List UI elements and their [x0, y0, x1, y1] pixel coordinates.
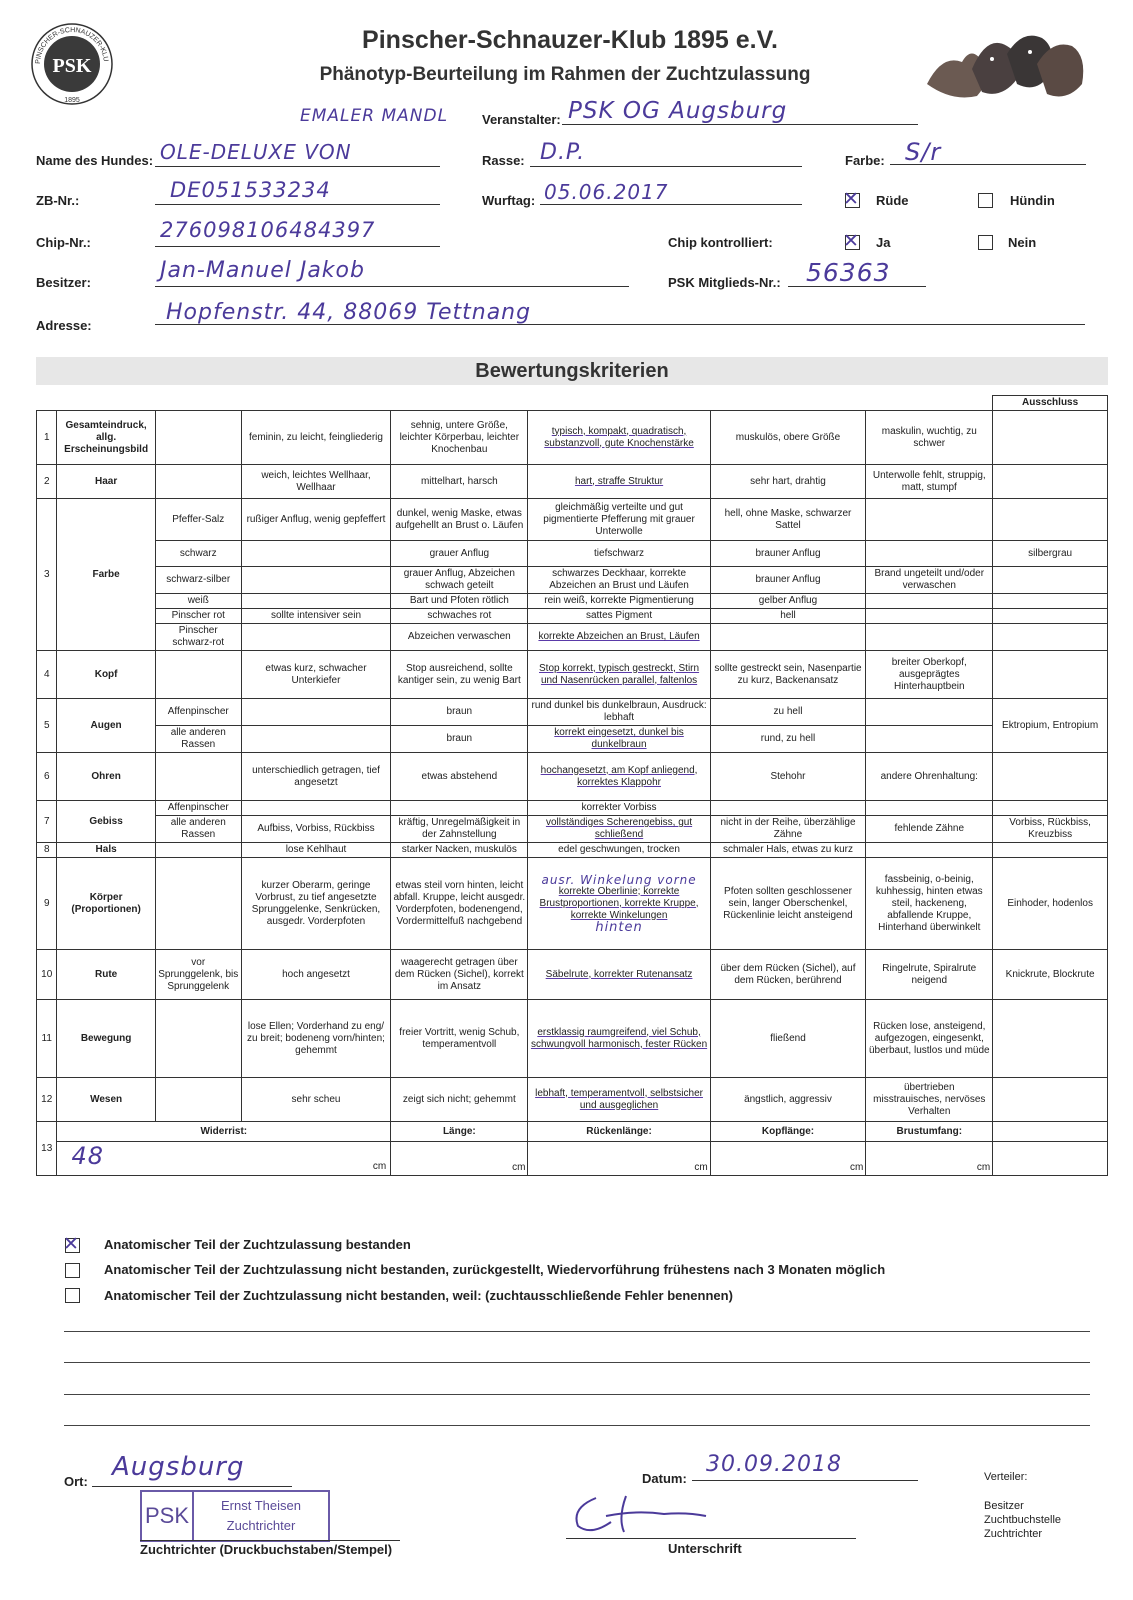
table-row [37, 1078, 1108, 1122]
table-cell [866, 699, 993, 726]
table-cell: nicht in der Reihe, überzählige Zähne [710, 816, 866, 843]
rasse-label: Rasse: [482, 153, 525, 168]
table-cell: kurzer Oberarm, geringe Vorbrust, zu tief angesetzte Sprunggelenke, Senkrücken, ausgedr. Vorderpfoten [241, 858, 390, 950]
table-cell: andere Ohrenhaltung: [866, 753, 993, 801]
table-cell: 10 [37, 950, 57, 1000]
table-row [37, 1142, 1108, 1176]
table-row [37, 624, 1108, 651]
table-cell: freier Vortritt, wenig Schub, temperamentvoll [391, 1000, 528, 1078]
table-cell [155, 843, 241, 858]
table-cell: 7 [37, 801, 57, 843]
table-cell: lose Kehlhaut [241, 843, 390, 858]
zb-line [155, 204, 440, 205]
table-cell [155, 411, 241, 465]
ruede-label: Rüde [876, 193, 909, 208]
table-cell [241, 541, 390, 567]
table-cell [993, 1000, 1108, 1078]
table-cell: mittelhart, harsch [391, 465, 528, 499]
table-cell: braun [391, 699, 528, 726]
table-cell: schwarz [155, 541, 241, 567]
table-cell: unterschiedlich getragen, tief angesetzt [241, 753, 390, 801]
huendin-checkbox[interactable] [978, 193, 993, 208]
zuchtrichter-line [140, 1540, 400, 1541]
table-cell [993, 1078, 1108, 1122]
hund-name-continuation: EMALER MANDL [300, 106, 449, 126]
table-cell [866, 726, 993, 753]
table-cell: kräftig, Unregelmäßigkeit in der Zahnstellung [391, 816, 528, 843]
rasse-value: D.P. [540, 140, 586, 165]
table-cell [155, 753, 241, 801]
table-cell: grauer Anflug [391, 541, 528, 567]
wurftag-label: Wurftag: [482, 193, 536, 208]
table-cell: erstklassig raumgreifend, viel Schub, schwungvoll harmonisch, fester Rücken [528, 1000, 710, 1078]
table-cell: muskulös, obere Größe [710, 411, 866, 465]
nicht-bestanden-label: Anatomischer Teil der Zuchtzulassung nicht bestanden, weil: (zuchtausschließende Fehler benennen) [104, 1288, 733, 1303]
judge-stamp [140, 1490, 330, 1542]
table-cell [993, 1122, 1108, 1142]
reason-line [64, 1331, 1090, 1332]
table-cell [993, 843, 1108, 858]
table-cell [155, 1078, 241, 1122]
table-cell: Vorbiss, Rückbiss, Kreuzbiss [993, 816, 1108, 843]
huendin-label: Hündin [1010, 193, 1055, 208]
table-cell [866, 801, 993, 816]
document-title: Pinscher-Schnauzer-Klub 1895 e.V. [362, 26, 778, 54]
zb-label: ZB-Nr.: [36, 193, 80, 208]
chip-ja-checkbox[interactable] [845, 235, 860, 250]
chip-kontrolliert-label: Chip kontrolliert: [668, 235, 773, 250]
table-cell: Affenpinscher [155, 699, 241, 726]
koerper-handwritten-note-top: ausr. Winkelung vorne [541, 872, 697, 887]
table-row [37, 858, 1108, 950]
table-cell: weiß [155, 594, 241, 609]
table-cell: rein weiß, korrekte Pigmentierung [528, 594, 710, 609]
table-cell: schwarzes Deckhaar, korrekte Abzeichen an Brust und Läufen [528, 567, 710, 594]
table-cell: cm [710, 1142, 866, 1176]
table-row [37, 411, 1108, 465]
table-cell: schwaches rot [391, 609, 528, 624]
table-cell: Ohren [57, 753, 155, 801]
widerrist-value: 48 [71, 1141, 105, 1170]
table-cell: Hals [57, 843, 155, 858]
logo-letters: PSK [52, 55, 92, 77]
table-cell: Brand ungeteilt und/oder verwaschen [866, 567, 993, 594]
table-cell: sehr hart, drahtig [710, 465, 866, 499]
hund-line [155, 166, 440, 167]
table-cell: Pinscher rot [155, 609, 241, 624]
table-cell: korrekte Abzeichen an Brust, Läufen [528, 624, 710, 651]
table-cell [241, 726, 390, 753]
table-cell: Säbelrute, korrekter Rutenansatz [528, 950, 710, 1000]
table-row [37, 465, 1108, 499]
table-cell: breiter Oberkopf, ausgeprägtes Hinterhauptbein [866, 651, 993, 699]
table-row [37, 499, 1108, 541]
table-row [37, 753, 1108, 801]
table-cell: schmaler Hals, etwas zu kurz [710, 843, 866, 858]
table-cell: typisch, kompakt, quadratisch, substanzvoll, gute Knochenstärke [528, 411, 710, 465]
table-cell: Körper (Proportionen) [57, 858, 155, 950]
table-cell: rußiger Anflug, wenig gepfeffert [241, 499, 390, 541]
table-cell [993, 624, 1108, 651]
table-cell: edel geschwungen, trocken [528, 843, 710, 858]
adresse-label: Adresse: [36, 318, 92, 333]
table-cell [866, 624, 993, 651]
table-cell: sattes Pigment [528, 609, 710, 624]
veranstalter-value: PSK OG Augsburg [568, 98, 788, 124]
table-cell: ängstlich, aggressiv [710, 1078, 866, 1122]
table-cell [993, 1142, 1108, 1176]
datum-value: 30.09.2018 [706, 1452, 842, 1477]
table-cell: Pfeffer-Salz [155, 499, 241, 541]
document-subtitle: Phänotyp-Beurteilung im Rahmen der Zuchtzulassung [319, 64, 811, 85]
dog-heads-illustration [922, 24, 1088, 104]
signature [566, 1488, 766, 1538]
table-cell [866, 843, 993, 858]
table-cell [155, 465, 241, 499]
table-cell: 3 [37, 499, 57, 651]
hund-label: Name des Hundes: [36, 153, 154, 168]
table-cell: alle anderen Rassen [155, 816, 241, 843]
zurueckgestellt-label: Anatomischer Teil der Zuchtzulassung nicht bestanden, zurückgestellt, Wiedervorführung frühestens nach 3 Monaten möglich [104, 1262, 886, 1277]
table-row [37, 651, 1108, 699]
ort-label: Ort: [64, 1474, 88, 1489]
table-cell: 48 cm [57, 1142, 391, 1176]
unterschrift-label: Unterschrift [668, 1541, 742, 1556]
table-row [37, 594, 1108, 609]
table-row [37, 816, 1108, 843]
table-cell: Stop ausreichend, sollte kantiger sein, zu wenig Bart [391, 651, 528, 699]
table-cell [155, 858, 241, 950]
table-cell: Ringelrute, Spiralrute neigend [866, 950, 993, 1000]
logo-year: 1895 [64, 97, 80, 104]
farbe-value: S/r [905, 138, 942, 166]
table-cell: lose Ellen; Vorderhand zu eng/ zu breit; bodeneng vorn/hinten; gehemmt [241, 1000, 390, 1078]
farbe-label: Farbe: [845, 153, 885, 168]
stamp-psk: PSK [142, 1492, 194, 1540]
table-cell [866, 541, 993, 567]
table-cell: gleichmäßig verteilte und gut pigmentierte Pfefferung mit grauer Unterwolle [528, 499, 710, 541]
table-cell: etwas abstehend [391, 753, 528, 801]
nicht-bestanden-checkbox[interactable] [65, 1288, 80, 1303]
zb-value: DE051533234 [170, 178, 331, 202]
table-cell: Farbe [57, 499, 155, 651]
table-cell: korrekt eingesetzt, dunkel bis dunkelbraun [528, 726, 710, 753]
table-cell: gelber Anflug [710, 594, 866, 609]
table-cell [241, 567, 390, 594]
verteiler-besitzer: Besitzer [984, 1500, 1024, 1512]
mitglied-value: 56363 [806, 258, 891, 287]
table-cell [993, 499, 1108, 541]
table-cell: vollständiges Scherengebiss, gut schließend [528, 816, 710, 843]
table-cell [710, 624, 866, 651]
table-cell: zu hell [710, 699, 866, 726]
wurftag-line [540, 204, 802, 205]
table-cell: Stop korrekt, typisch gestreckt, Stirn und Nasenrücken parallel, faltenlos [528, 651, 710, 699]
table-cell: 4 [37, 651, 57, 699]
criteria-table [36, 395, 1108, 1176]
table-cell: Unterwolle fehlt, struppig, matt, stumpf [866, 465, 993, 499]
chip-nein-checkbox[interactable] [978, 235, 993, 250]
table-row [37, 699, 1108, 726]
unterschrift-line [566, 1538, 856, 1539]
table-cell: sollte intensiver sein [241, 609, 390, 624]
ruede-checkbox[interactable] [845, 193, 860, 208]
table-cell: Bewegung [57, 1000, 155, 1078]
table-cell: Kopf [57, 651, 155, 699]
table-cell: 1 [37, 411, 57, 465]
table-cell: brauner Anflug [710, 541, 866, 567]
table-cell: Wesen [57, 1078, 155, 1122]
table-cell: 12 [37, 1078, 57, 1122]
table-cell: Pfoten sollten geschlossener sein, langer Oberschenkel, Rückenlinie leicht ansteigend [710, 858, 866, 950]
besitzer-line [155, 286, 629, 287]
table-row [37, 609, 1108, 624]
table-cell: Widerrist: [57, 1122, 391, 1142]
table-cell [993, 801, 1108, 816]
table-row [37, 1000, 1108, 1078]
table-cell: fehlende Zähne [866, 816, 993, 843]
table-cell: 11 [37, 1000, 57, 1078]
table-cell: ausr. Winkelung vorne korrekte Oberlinie; korrekte Brustproportionen, korrekte Kruppe, korrekte Winkelungen hinten [528, 858, 710, 950]
table-cell: Abzeichen verwaschen [391, 624, 528, 651]
table-cell: Länge: [391, 1122, 528, 1142]
table-row [37, 567, 1108, 594]
table-cell: brauner Anflug [710, 567, 866, 594]
table-cell: Aufbiss, Vorbiss, Rückbiss [241, 816, 390, 843]
reason-line [64, 1362, 1090, 1363]
table-cell [866, 609, 993, 624]
mitglied-label: PSK Mitglieds-Nr.: [668, 275, 781, 290]
table-cell: Knickrute, Blockrute [993, 950, 1108, 1000]
ort-line [92, 1486, 292, 1487]
wurftag-value: 05.06.2017 [544, 180, 669, 204]
table-cell [866, 594, 993, 609]
table-cell [241, 801, 390, 816]
logo-ring-text: PINSCHER-SCHNAUZER-KLU [34, 26, 109, 65]
datum-label: Datum: [642, 1471, 687, 1486]
table-cell: hoch angesetzt [241, 950, 390, 1000]
stamp-role: Zuchtrichter [226, 1518, 296, 1533]
table-cell [993, 465, 1108, 499]
table-cell [241, 624, 390, 651]
table-cell: über dem Rücken (Sichel), auf dem Rücken, berührend [710, 950, 866, 1000]
table-cell: weich, leichtes Wellhaar, Wellhaar [241, 465, 390, 499]
koerper-handwritten-note-bottom: hinten [595, 919, 643, 935]
reason-line [64, 1394, 1090, 1395]
chip-label: Chip-Nr.: [36, 235, 91, 250]
datum-line [692, 1480, 918, 1481]
ort-value: Augsburg [112, 1452, 245, 1482]
table-cell: hell, ohne Maske, schwarzer Sattel [710, 499, 866, 541]
table-cell: alle anderen Rassen [155, 726, 241, 753]
chip-nein-label: Nein [1008, 235, 1037, 250]
ausschluss-header: Ausschluss [993, 396, 1108, 411]
table-cell: schwarz-silber [155, 567, 241, 594]
table-cell: sehnig, untere Größe, leichter Körperbau, leichter Knochenbau [391, 411, 528, 465]
veranstalter-line [562, 124, 918, 125]
hund-value: OLE-DELUXE VON [160, 140, 352, 164]
verteiler-zuchtrichter: Zuchtrichter [984, 1528, 1043, 1540]
table-cell: Pinscher schwarz-rot [155, 624, 241, 651]
table-cell [993, 753, 1108, 801]
table-cell: etwas kurz, schwacher Unterkiefer [241, 651, 390, 699]
table-cell [37, 396, 993, 411]
table-cell: silbergrau [993, 541, 1108, 567]
table-cell [241, 594, 390, 609]
table-cell: Rückenlänge: [528, 1122, 710, 1142]
verteiler-label: Verteiler: [984, 1471, 1028, 1483]
chip-line [155, 246, 440, 247]
table-cell: vor Sprunggelenk, bis Sprunggelenk [155, 950, 241, 1000]
table-cell: sollte gestreckt sein, Nasenpartie zu kurz, Backenansatz [710, 651, 866, 699]
table-cell: lebhaft, temperamentvoll, selbstsicher und ausgeglichen [528, 1078, 710, 1122]
table-row [37, 726, 1108, 753]
table-cell [155, 651, 241, 699]
zuchtrichter-label: Zuchtrichter (Druckbuchstaben/Stempel) [140, 1542, 393, 1557]
table-cell: starker Nacken, muskulös [391, 843, 528, 858]
rasse-line [530, 166, 802, 167]
table-cell: sehr scheu [241, 1078, 390, 1122]
table-cell: rund, zu hell [710, 726, 866, 753]
table-cell: waagerecht getragen über dem Rücken (Sichel), korrekt im Ansatz [391, 950, 528, 1000]
table-cell: 8 [37, 843, 57, 858]
chip-ja-label: Ja [876, 235, 891, 250]
table-cell: 2 [37, 465, 57, 499]
table-cell: fassbeinig, o-beinig, kuhhessig, hinten etwas steil, hackeneng, abfallende Kruppe, Hinterhand überwinkelt [866, 858, 993, 950]
table-cell [866, 499, 993, 541]
table-cell: Haar [57, 465, 155, 499]
table-cell: zeigt sich nicht; gehemmt [391, 1078, 528, 1122]
table-cell [993, 411, 1108, 465]
table-cell: übertrieben misstrauisches, nervöses Verhalten [866, 1078, 993, 1122]
table-cell: hochangesetzt, am Kopf anliegend, korrektes Klappohr [528, 753, 710, 801]
table-cell: cm [866, 1142, 993, 1176]
table-cell: feminin, zu leicht, feingliederig [241, 411, 390, 465]
veranstalter-label: Veranstalter: [482, 112, 561, 127]
adresse-value: Hopfenstr. 44, 88069 Tettnang [166, 300, 532, 325]
table-cell: rund dunkel bis dunkelbraun, Ausdruck: lebhaft [528, 699, 710, 726]
table-cell: Stehohr [710, 753, 866, 801]
table-cell [391, 801, 528, 816]
table-cell: 13 [37, 1122, 57, 1176]
table-cell: 9 [37, 858, 57, 950]
table-cell: Rute [57, 950, 155, 1000]
table-row [37, 1122, 1108, 1142]
table-cell: Rücken lose, ansteigend, aufgezogen, eingesenkt, überbaut, lustlos und müde [866, 1000, 993, 1078]
table-cell: maskulin, wuchtig, zu schwer [866, 411, 993, 465]
table-cell: Affenpinscher [155, 801, 241, 816]
table-row [37, 843, 1108, 858]
section-title: Bewertungskriterien [36, 357, 1108, 385]
table-cell [993, 567, 1108, 594]
zurueckgestellt-checkbox[interactable] [65, 1263, 80, 1278]
table-row [37, 950, 1108, 1000]
table-cell: Gebiss [57, 801, 155, 843]
table-cell: grauer Anflug, Abzeichen schwach geteilt [391, 567, 528, 594]
chip-value: 276098106484397 [160, 218, 376, 242]
table-cell: 6 [37, 753, 57, 801]
table-cell: Bart und Pfoten rötlich [391, 594, 528, 609]
table-row [37, 541, 1108, 567]
table-cell: 5 [37, 699, 57, 753]
table-cell [155, 1000, 241, 1078]
table-cell: Ektropium, Entropium [993, 699, 1108, 753]
table-cell: Einhoder, hodenlos [993, 858, 1108, 950]
besitzer-value: Jan-Manuel Jakob [160, 258, 365, 283]
table-cell [993, 594, 1108, 609]
table-cell: Augen [57, 699, 155, 753]
table-cell: korrekter Vorbiss [528, 801, 710, 816]
table-cell: Gesamteindruck, allg. Erscheinungsbild [57, 411, 155, 465]
table-cell: dunkel, wenig Maske, etwas aufgehellt an Brust o. Läufen [391, 499, 528, 541]
table-cell: fließend [710, 1000, 866, 1078]
table-cell: tiefschwarz [528, 541, 710, 567]
verteiler-zuchtbuchstelle: Zuchtbuchstelle [984, 1514, 1062, 1526]
table-cell: Kopflänge: [710, 1122, 866, 1142]
table-cell [710, 801, 866, 816]
table-row [37, 801, 1108, 816]
club-logo [30, 22, 114, 106]
table-cell: cm [391, 1142, 528, 1176]
table-cell [241, 699, 390, 726]
table-cell [993, 651, 1108, 699]
stamp-name: Ernst Theisen [221, 1498, 301, 1513]
table-cell: braun [391, 726, 528, 753]
table-cell: hell [710, 609, 866, 624]
bestanden-label: Anatomischer Teil der Zuchtzulassung bestanden [104, 1237, 411, 1252]
table-cell: hart, straffe Struktur [528, 465, 710, 499]
bestanden-checkbox[interactable] [65, 1238, 80, 1253]
reason-line [64, 1425, 1090, 1426]
table-cell: Brustumfang: [866, 1122, 993, 1142]
table-cell: cm [528, 1142, 710, 1176]
table-cell: etwas steil vorn hinten, leicht abfall. Kruppe, leicht ausgedr. Vorderpfoten, bodenengend, Vordermittelfuß nachgebend [391, 858, 528, 950]
table-cell [993, 609, 1108, 624]
besitzer-label: Besitzer: [36, 275, 91, 290]
